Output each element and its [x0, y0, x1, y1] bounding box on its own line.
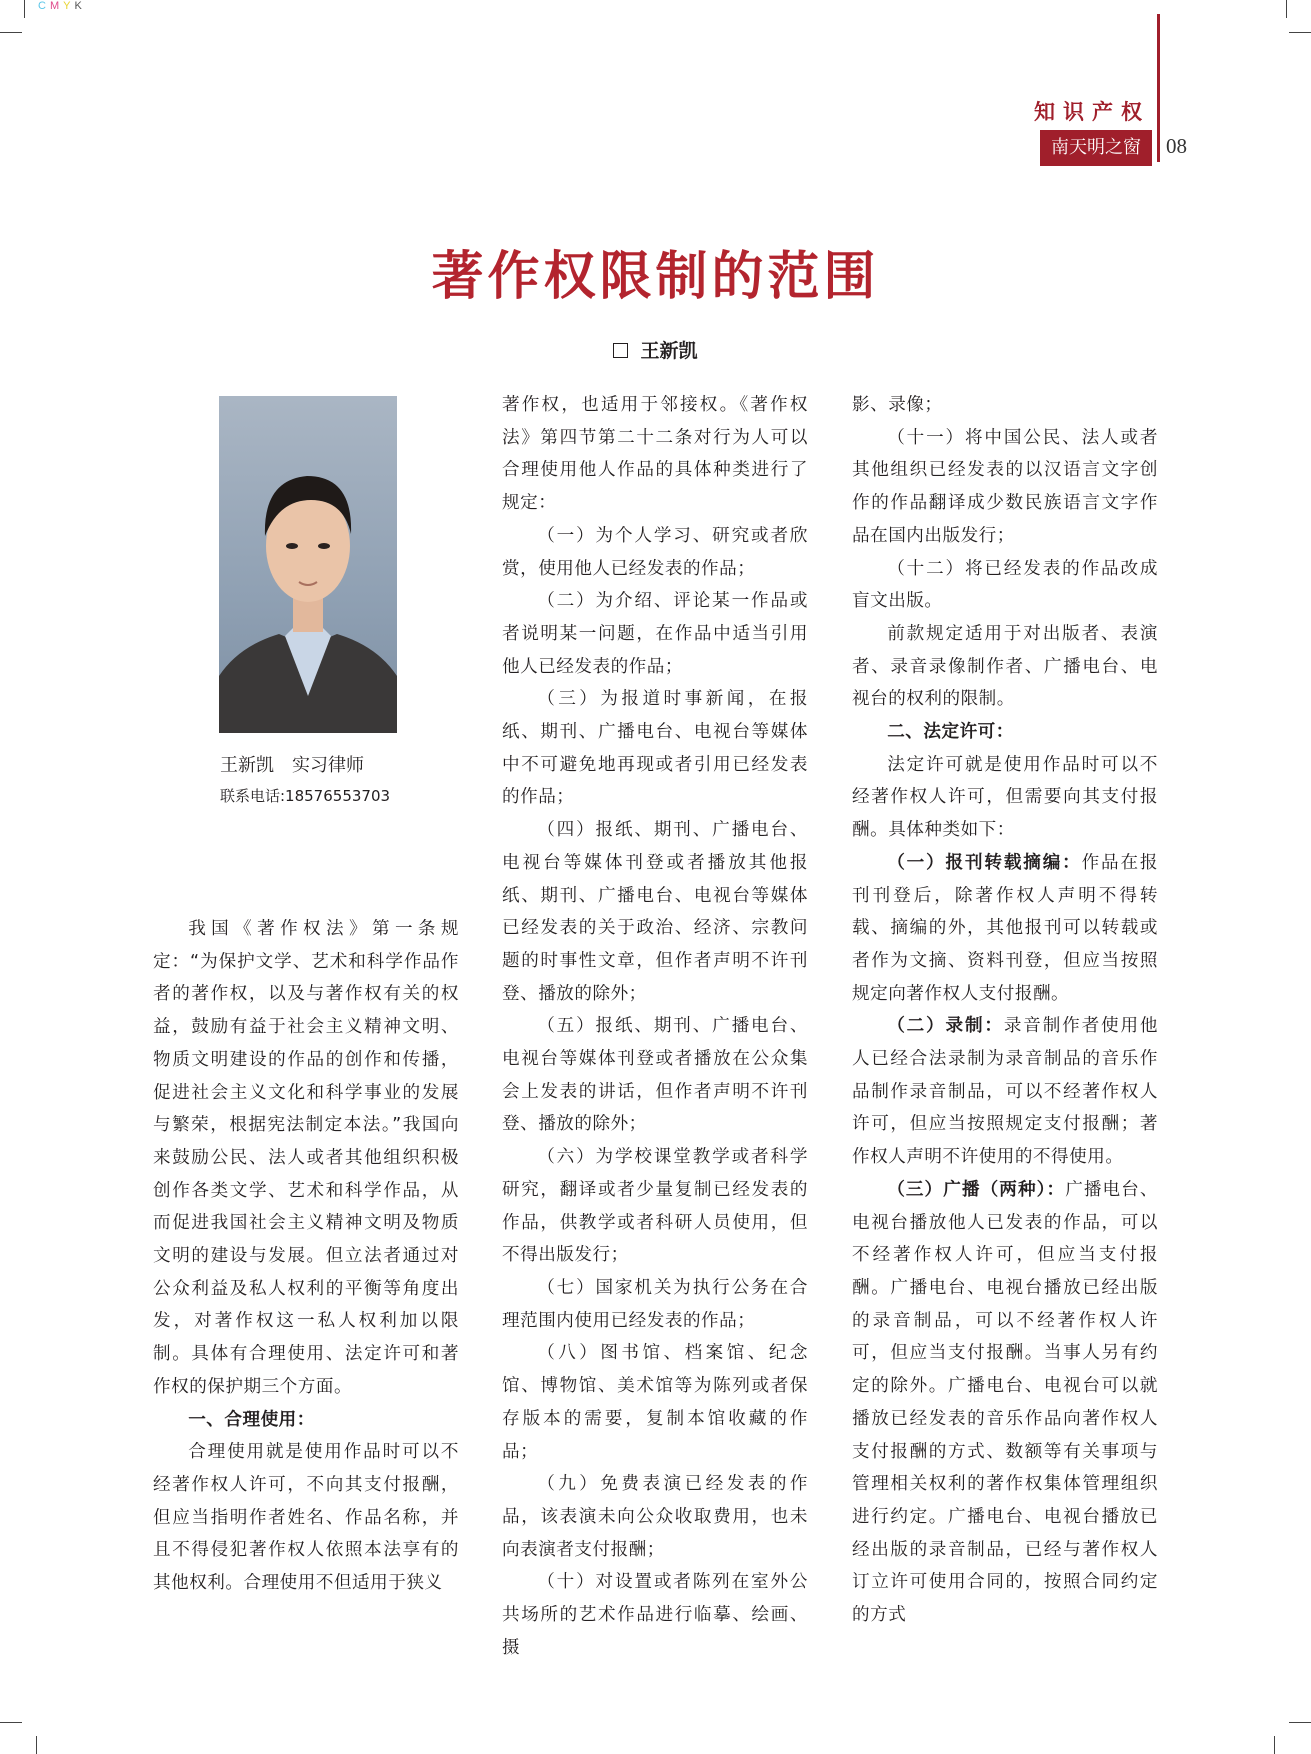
- list-item: （十二）将已经发表的作品改成盲文出版。: [852, 558, 1158, 612]
- crop-mark: [36, 1736, 37, 1754]
- list-item: （四）报纸、期刊、广播电台、电视台等媒体刊登或者播放其他报纸、期刊、广播电台、电视台等媒体已经发表的关于政治、经济、宗教问题的时事性文章，但作者声明不许刊登、播放的除外；: [502, 820, 808, 1004]
- crop-mark: [1289, 1722, 1311, 1723]
- cmyk-marks: [38, 0, 86, 12]
- photo-caption-name: 王新凯 实习律师: [220, 755, 364, 776]
- text-column-2: [502, 389, 808, 1664]
- paragraph: 法定许可就是使用作品时可以不经著作权人许可，但需要向其支付报酬。具体种类如下：: [852, 754, 1158, 841]
- list-item: （六）为学校课堂教学或者科学研究，翻译或者少量复制已经发表的作品，供教学或者科研人员使用，但不得出版发行；: [502, 1147, 808, 1266]
- crop-mark: [1274, 1736, 1275, 1754]
- cmyk-y: Y: [63, 0, 75, 12]
- item-body: 录音制作者使用他人已经合法录制为录音制品的音乐作品制作录音制品，可以不经著作权人许可，但应当按照规定支付报酬；著作权人声明不许使用的不得使用。: [852, 1016, 1158, 1168]
- item-body: 广播电台、电视台播放他人已发表的作品，可以不经著作权人许可，但应当支付报酬。广播电台、电视台播放已经出版的录音制品，可以不经著作权人许可，但应当支付报酬。当事人另有约定的除外。广播电台、电视台可以就播放已经发表的音乐作品向著作权人支付报酬的方式、数额等有关事项与管理相关权利的著作权集体管理组织进行约定。广播电台、电视台播放已经出版的录音制品，已经与著作权人订立许可使用合同的，按照合同约定的方式: [852, 1179, 1158, 1626]
- crop-mark: [24, 0, 25, 18]
- column-badge: 南天明之窗: [1040, 130, 1152, 166]
- list-item: （二）为介绍、评论某一作品或者说明某一问题，在作品中适当引用他人已经发表的作品；: [502, 591, 808, 677]
- item-body: 作品在报刊刊登后，除著作权人声明不得转载、摘编的外，其他报刊可以转载或者作为文摘、资料刊登，但应当按照规定向著作权人支付报酬。: [852, 852, 1158, 1004]
- item-heading: （二）录制：: [887, 1016, 1004, 1037]
- article-title: 著作权限制的范围: [431, 247, 880, 307]
- list-item: （十一）将中国公民、法人或者其他组织已经发表的以汉语言文字创作的作品翻译成少数民族语言文字作品在国内出版发行；: [852, 427, 1158, 546]
- crop-mark: [0, 32, 22, 33]
- text-column-3: [852, 389, 1158, 1632]
- section-title: 知识产权: [1034, 100, 1150, 124]
- paragraph: 前款规定适用于对出版者、表演者、录音录像制作者、广播电台、电视台的权利的限制。: [852, 623, 1158, 710]
- header-rule: [1157, 14, 1160, 162]
- text-column-1: [153, 913, 459, 1600]
- list-item: （九）免费表演已经发表的作品，该表演未向公众收取费用，也未向表演者支付报酬；: [502, 1474, 808, 1560]
- list-item: （七）国家机关为执行公务在合理范围内使用已经发表的作品；: [502, 1277, 808, 1331]
- paragraph: 著作权，也适用于邻接权。《著作权法》第四节第二十二条对行为人可以合理使用他人作品的具体种类进行了规定：: [502, 395, 808, 514]
- portrait-illustration: [219, 396, 397, 733]
- list-item: （三）为报道时事新闻，在报纸、期刊、广播电台、电视台等媒体中不可避免地再现或者引用已经发表的作品；: [502, 689, 808, 808]
- paragraph: 我国《著作权法》第一条规定：“为保护文学、艺术和科学作品作者的著作权，以及与著作权有关的权益，鼓励有益于社会主义精神文明、物质文明建设的作品的创作和传播，促进社会主义文化和科学事业的发展与繁荣，根据宪法制定本法。”我国向来鼓励公民、法人或者其他组织积极创作各类文学、艺术和科学作品，从而促进我国社会主义精神文明及物质文明的建设与发展。但立法者通过对公众利益及私人权利的平衡等角度出发，对著作权这一私人权利加以限制。具体有合理使用、法定许可和著作权的保护期三个方面。: [153, 919, 459, 1397]
- byline: [0, 336, 1311, 363]
- crop-mark: [1286, 0, 1287, 18]
- item-heading: （一）报刊转载摘编：: [887, 852, 1082, 873]
- paragraph: 合理使用就是使用作品时可以不经著作权人许可，不向其支付报酬，但应当指明作者姓名、作品名称，并且不得侵犯著作权人依照本法享有的其他权利。合理使用不但适用于狭义: [153, 1442, 459, 1594]
- crop-mark: [0, 1722, 22, 1723]
- list-item: [852, 847, 1158, 1011]
- paragraph: 影、录像；: [852, 395, 943, 415]
- cmyk-c: C: [38, 0, 50, 12]
- author-name: 王新凯: [640, 340, 698, 362]
- crop-mark: [1289, 32, 1311, 33]
- list-item: （五）报纸、期刊、广播电台、电视台等媒体刊登或者播放在公众集会上发表的讲话，但作者声明不许刊登、播放的除外；: [502, 1016, 808, 1135]
- byline-box-icon: [613, 343, 628, 358]
- list-item: （十）对设置或者陈列在室外公共场所的艺术作品进行临摹、绘画、摄: [502, 1572, 808, 1658]
- item-heading: （三）广播（两种）：: [887, 1179, 1066, 1200]
- list-item: [852, 1174, 1158, 1632]
- cmyk-k: K: [74, 0, 86, 12]
- author-photo: [219, 396, 397, 733]
- section-heading: 一、合理使用：: [188, 1409, 315, 1430]
- cmyk-m: M: [49, 0, 64, 12]
- page-number: 08: [1166, 134, 1187, 158]
- list-item: [852, 1010, 1158, 1174]
- list-item: （一）为个人学习、研究或者欣赏，使用他人已经发表的作品；: [502, 525, 808, 579]
- section-heading: 二、法定许可：: [887, 722, 1014, 743]
- photo-caption-phone: 联系电话:18576553703: [220, 787, 391, 805]
- list-item: （八）图书馆、档案馆、纪念馆、博物馆、美术馆等为陈列或者保存版本的需要，复制本馆收藏的作品；: [502, 1343, 808, 1462]
